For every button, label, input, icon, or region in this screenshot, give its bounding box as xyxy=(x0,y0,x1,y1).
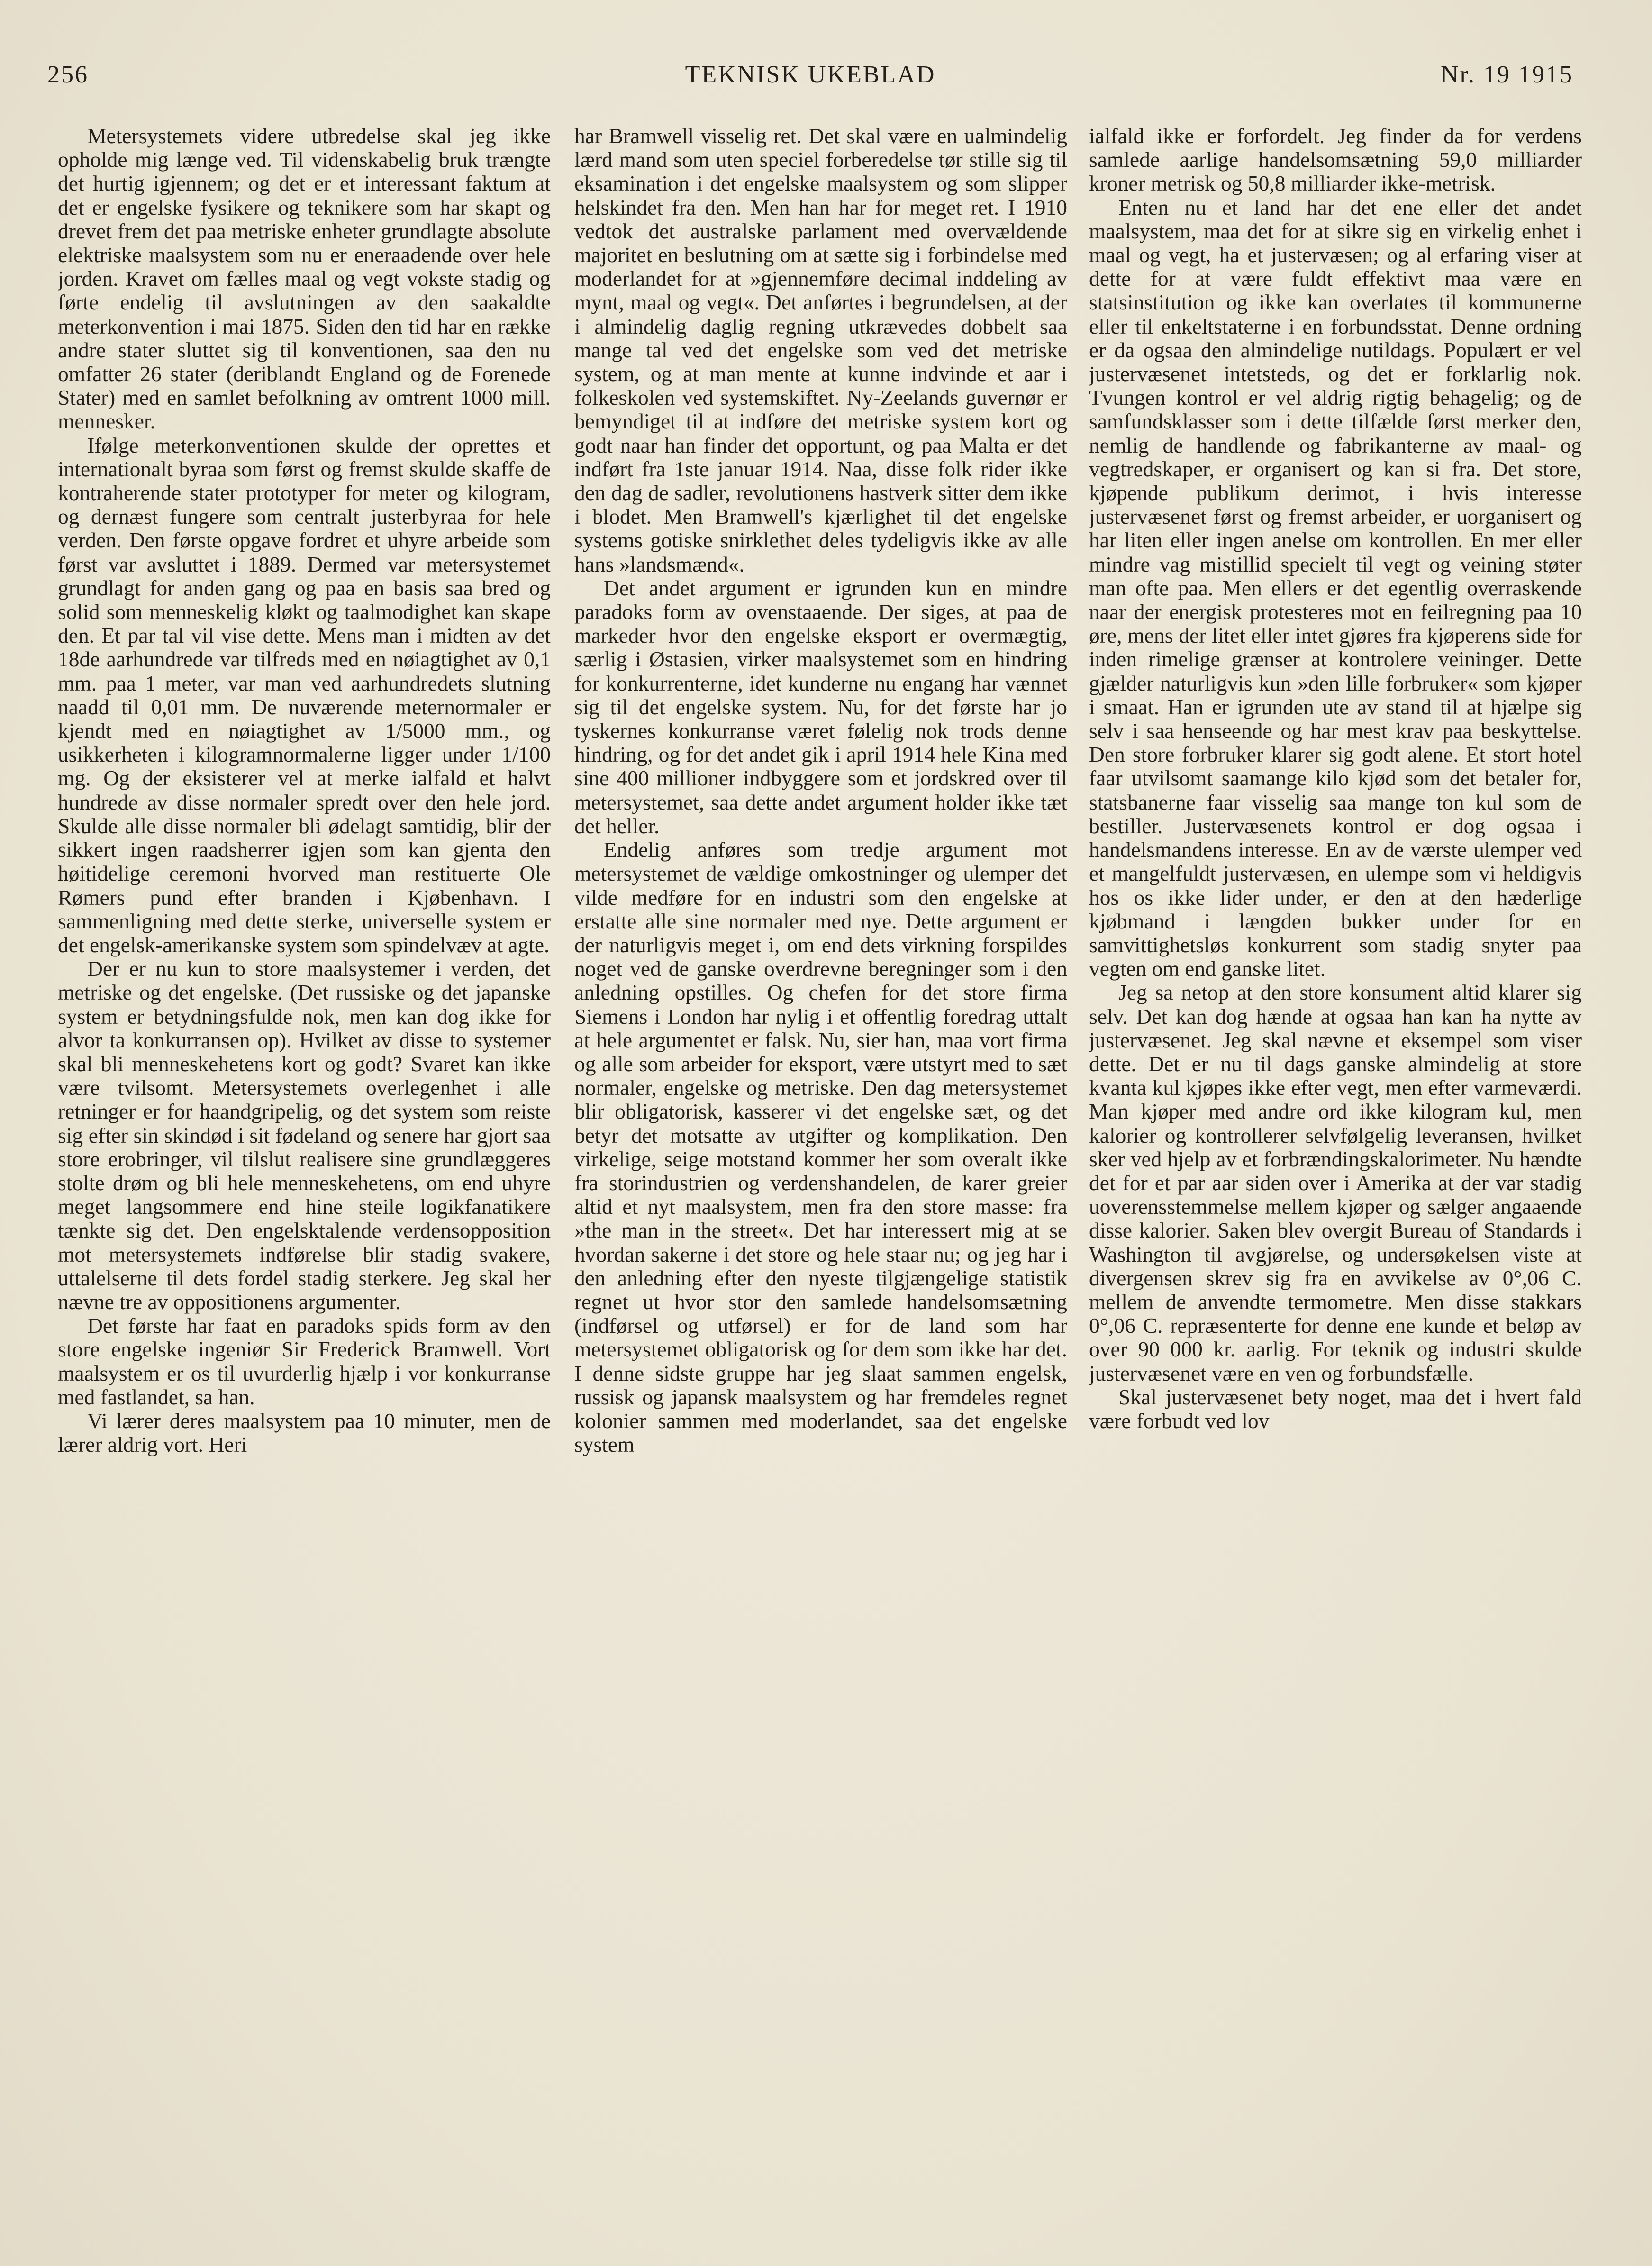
paragraph: Der er nu kun to store maalsystemer i verden, det metriske og det engelske. (Det russiske og det japanske system er betydningsfulde nok, men kan dog ikke for alvor ta konkurransen op). Hvilket av disse to systemer skal bli menneskehetens kort og godt? Svaret kan ikke være tvilsomt. Metersystemets overlegenhet i alle retninger er for haandgripelig, og det system som reiste sig efter sin skindød i sit fødeland og senere har gjort saa store erobringer, vil tilslut realisere sine grundlæggeres stolte drøm og bli hele menneskehetens, om end uhyre meget langsommere end hine steile logikfanatikere tænkte sig det. Den engelsktalende verdensopposition mot metersystemets indførelse blir stadig svakere, uttalelserne til dets fordel stadig sterkere. Jeg skal her nævne tre av oppositionens argumenter. xyxy=(58,956,551,1314)
text-column-1 xyxy=(58,124,551,2200)
paragraph: har Bramwell visselig ret. Det skal være en ualmindelig lærd mand som uten speciel forberedelse tør stille sig til eksamination i det engelske maalsystem og som slipper helskindet fra den. Men han har for meget ret. I 1910 vedtok det australske parlament med overvældende majoritet en beslutning om at sætte sig i forbindelse med moderlandet for at »gjennemføre decimal inddeling av mynt, maal og vegt«. Det anførtes i begrundelsen, at der i almindelig daglig regning utkrævedes dobbelt saa mange tal ved det engelske som ved det metriske system, og at man mente at kunne indvinde et aar i folkeskolen ved systemskiftet. Ny-Zeelands guvernør er bemyndiget til at indføre det metriske system kort og godt naar han finder det opportunt, og paa Malta er det indført fra 1ste januar 1914. Naa, disse folk rider ikke den dag de sadler, revolutionens hastverk sitter dem ikke i blodet. Men Bramwell's kjærlighet til det engelske systems gotiske snirklethet deles tydeligvis ikke av alle hans »landsmænd«. xyxy=(574,124,1067,576)
paragraph: Metersystemets videre utbredelse skal jeg ikke opholde mig længe ved. Til videnskabelig bruk trængte det hurtig igjennem; og det er et interessant faktum at det er engelske fysikere og teknikere som har skapt og drevet frem det paa metriske enheter grundlagte absolute elektriske maalsystem som nu er eneraadende over hele jorden. Kravet om fælles maal og vegt vokste stadig og førte endelig til avslutningen av den saakaldte meterkonvention i mai 1875. Siden den tid har en række andre stater sluttet sig til konventionen, saa den nu omfatter 26 stater (deriblandt England og de Forenede Stater) med en samlet befolkning av omtrent 1000 mill. mennesker. xyxy=(58,124,551,434)
paragraph: Det andet argument er igrunden kun en mindre paradoks form av ovenstaaende. Der siges, at paa de markeder hvor den engelske eksport er overmægtig, særlig i Østasien, virker maalsystemet som en hindring for konkurrenterne, idet kunderne nu engang har vænnet sig til det engelske system. Nu, for det første har jo tyskernes konkurranse været følelig nok trods denne hindring, og for det andet gik i april 1914 hele Kina med sine 400 millioner indbyggere som et jordskred over til metersystemet, saa dette andet argument holder ikke tæt det heller. xyxy=(574,575,1067,838)
paragraph: Vi lærer deres maalsystem paa 10 minuter, men de lærer aldrig vort. Heri xyxy=(58,1408,551,1457)
page-number: 256 xyxy=(47,61,89,88)
text-column-2 xyxy=(574,124,1067,2200)
paragraph: Endelig anføres som tredje argument mot metersystemet de vældige omkostninger og ulemper det vilde medføre for en industri som den engelske at erstatte alle sine normaler med nye. Dette argument er der naturligvis meget i, om end dets virkning forspildes noget ved de ganske overdrevne beregninger som i den anledning opstilles. Og chefen for det store firma Siemens i London har nylig i et offentlig foredrag uttalt at hele argumentet er falsk. Nu, sier han, maa vort firma og alle som arbeider for eksport, være utstyrt med to sæt normaler, engelske og metriske. Den dag metersystemet blir obligatorisk, kasserer vi det engelske sæt, og det betyr det motsatte av utgifter og komplikation. Den virkelige, seige motstand kommer her som overalt ikke fra storindustrien og verdenshandelen, de karer greier altid et nyt maalsystem, men fra den store masse: fra »the man in the street«. Det har interessert mig at se hvordan sakerne i det store og hele staar nu; og jeg har i den anledning efter den nyeste tilgjængelige statistik regnet ut hvor stor den samlede handelsomsætning (indførsel og utførsel) er for de land som har metersystemet obligatorisk og for dem som ikke har det. I denne sidste gruppe har jeg slaat sammen engelsk, russisk og japansk maalsystem og har fremdeles regnet kolonier sammen med moderlandet, saa det engelske system xyxy=(574,837,1067,1457)
paragraph: Jeg sa netop at den store konsument altid klarer sig selv. Det kan dog hænde at ogsaa han kan ha nytte av justervæsenet. Jeg skal nævne et eksempel som viser dette. Det er nu til dags ganske almindelig at store kvanta kul kjøpes ikke efter vegt, men efter varmeværdi. Man kjøper med andre ord ikke kilogram kul, men kalorier og kontrollerer selvfølgelig leveransen, hvilket sker ved hjelp av et forbrændingskalorimeter. Nu hændte det for et par aar siden over i Amerika at der var stadig uoverensstemmelse mellem kjøper og sælger angaaende disse kalorier. Saken blev overgit Bureau of Standards i Washington til avgjørelse, og undersøkelsen viste at divergensen skrev sig fra en avvikelse av 0°,06 C. mellem de anvendte termometre. Men disse stakkars 0°,06 C. repræsenterte for denne ene kunde et beløp av over 90 000 kr. aarlig. For teknik og industri skulde justervæsenet være en ven og forbundsfælle. xyxy=(1089,980,1582,1385)
journal-title: TEKNISK UKEBLAD xyxy=(685,61,936,88)
page-header xyxy=(47,61,1573,99)
paragraph: Enten nu et land har det ene eller det andet maalsystem, maa det for at sikre sig en virkelig enhet i maal og vegt, ha et justervæsen; og al erfaring viser at dette for at være fuldt effektivt maa være en statsinstitution og ikke kan overlates til kommunerne eller til enkeltstaterne i en forbundsstat. Denne ordning er da ogsaa den almindelige nutildags. Populært er vel justervæsenet intetsteds, og det er forklarlig nok. Tvungen kontrol er vel aldrig rigtig behagelig; og de samfundsklasser som i dette tilfælde først merker den, nemlig de handlende og fabrikanterne av maal- og vegtredskaper, er organisert og kan si fra. Det store, kjøpende publikum derimot, i hvis interesse justervæsenet først og fremst arbeider, er uorganisert og har liten eller ingen anelse om kontrollen. En mer eller mindre vag mistillid specielt til vegt og veining støter man ofte paa. Men ellers er det egentlig overraskende naar der energisk protesteres mot en feilregning paa 10 øre, mens der litet eller intet gjøres fra kjøperens side for inden rimelige grænser at kontrolere veininger. Dette gjælder naturligvis kun »den lille forbruker« som kjøper i smaat. Han er igrunden ute av stand til at hjælpe sig selv i saa henseende og har mest krav paa beskyttelse. Den store forbruker klarer sig godt alene. Et stort hotel faar utvilsomt saamange kilo kjød som det betaler for, statsbanerne faar visselig saa mange ton kul som de bestiller. Justervæsenets kontrol er dog ogsaa i handelsmandens interesse. En av de værste ulemper ved et mangelfuldt justervæsen, en ulempe som vi heldigvis hos os ikke lider under, er den at den hæderlige kjøbmand i længden bukker under for en samvittighetsløs konkurrent som stadig snyter paa vegten om end ganske litet. xyxy=(1089,195,1582,981)
paragraph: ialfald ikke er forfordelt. Jeg finder da for verdens samlede aarlige handelsomsætning 59,0 milliarder kroner metrisk og 50,8 milliarder ikke-metrisk. xyxy=(1089,124,1582,196)
paragraph: Det første har faat en paradoks spids form av den store engelske ingeniør Sir Frederick Bramwell. Vort maalsystem er os til uvurderlig hjælp i vor konkurranse med fastlandet, sa han. xyxy=(58,1313,551,1409)
issue-number: Nr. 19 1915 xyxy=(1441,61,1573,88)
paragraph: Skal justervæsenet bety noget, maa det i hvert fald være forbudt ved lov xyxy=(1089,1384,1582,1433)
text-column-3 xyxy=(1089,124,1582,2200)
paragraph: Ifølge meterkonventionen skulde der oprettes et internationalt byraa som først og fremst skulde skaffe de kontraherende stater prototyper for meter og kilogram, og dernæst fungere som centralt justerbyraa for hele verden. Den første opgave fordret et uhyre arbeide som først var avsluttet i 1889. Dermed var metersystemet grundlagt for anden gang og paa en basis saa bred og solid som menneskelig kløkt og taalmodighet kan skape den. Et par tal vil vise dette. Mens man i midten av det 18de aarhundrede var tilfreds med en nøiagtighet av 0,1 mm. paa 1 meter, var man ved aarhundredets slutning naadd til 0,01 mm. De nuværende meternormaler er kjendt med en nøiagtighet av 1/5000 mm., og usikkerheten i kilogramnormalerne ligger under 1/100 mg. Og der eksisterer vel at merke ialfald et halvt hundrede av disse normaler spredt over den hele jord. Skulde alle disse normaler bli ødelagt samtidig, blir der sikkert ingen raadsherrer igjen som kan gjenta den høitidelige ceremoni hvorved man restituerte Ole Rømers pund efter branden i Kjøbenhavn. I sammenligning med dette sterke, universelle system er det engelsk-amerikanske system som spindelvæv at agte. xyxy=(58,433,551,957)
